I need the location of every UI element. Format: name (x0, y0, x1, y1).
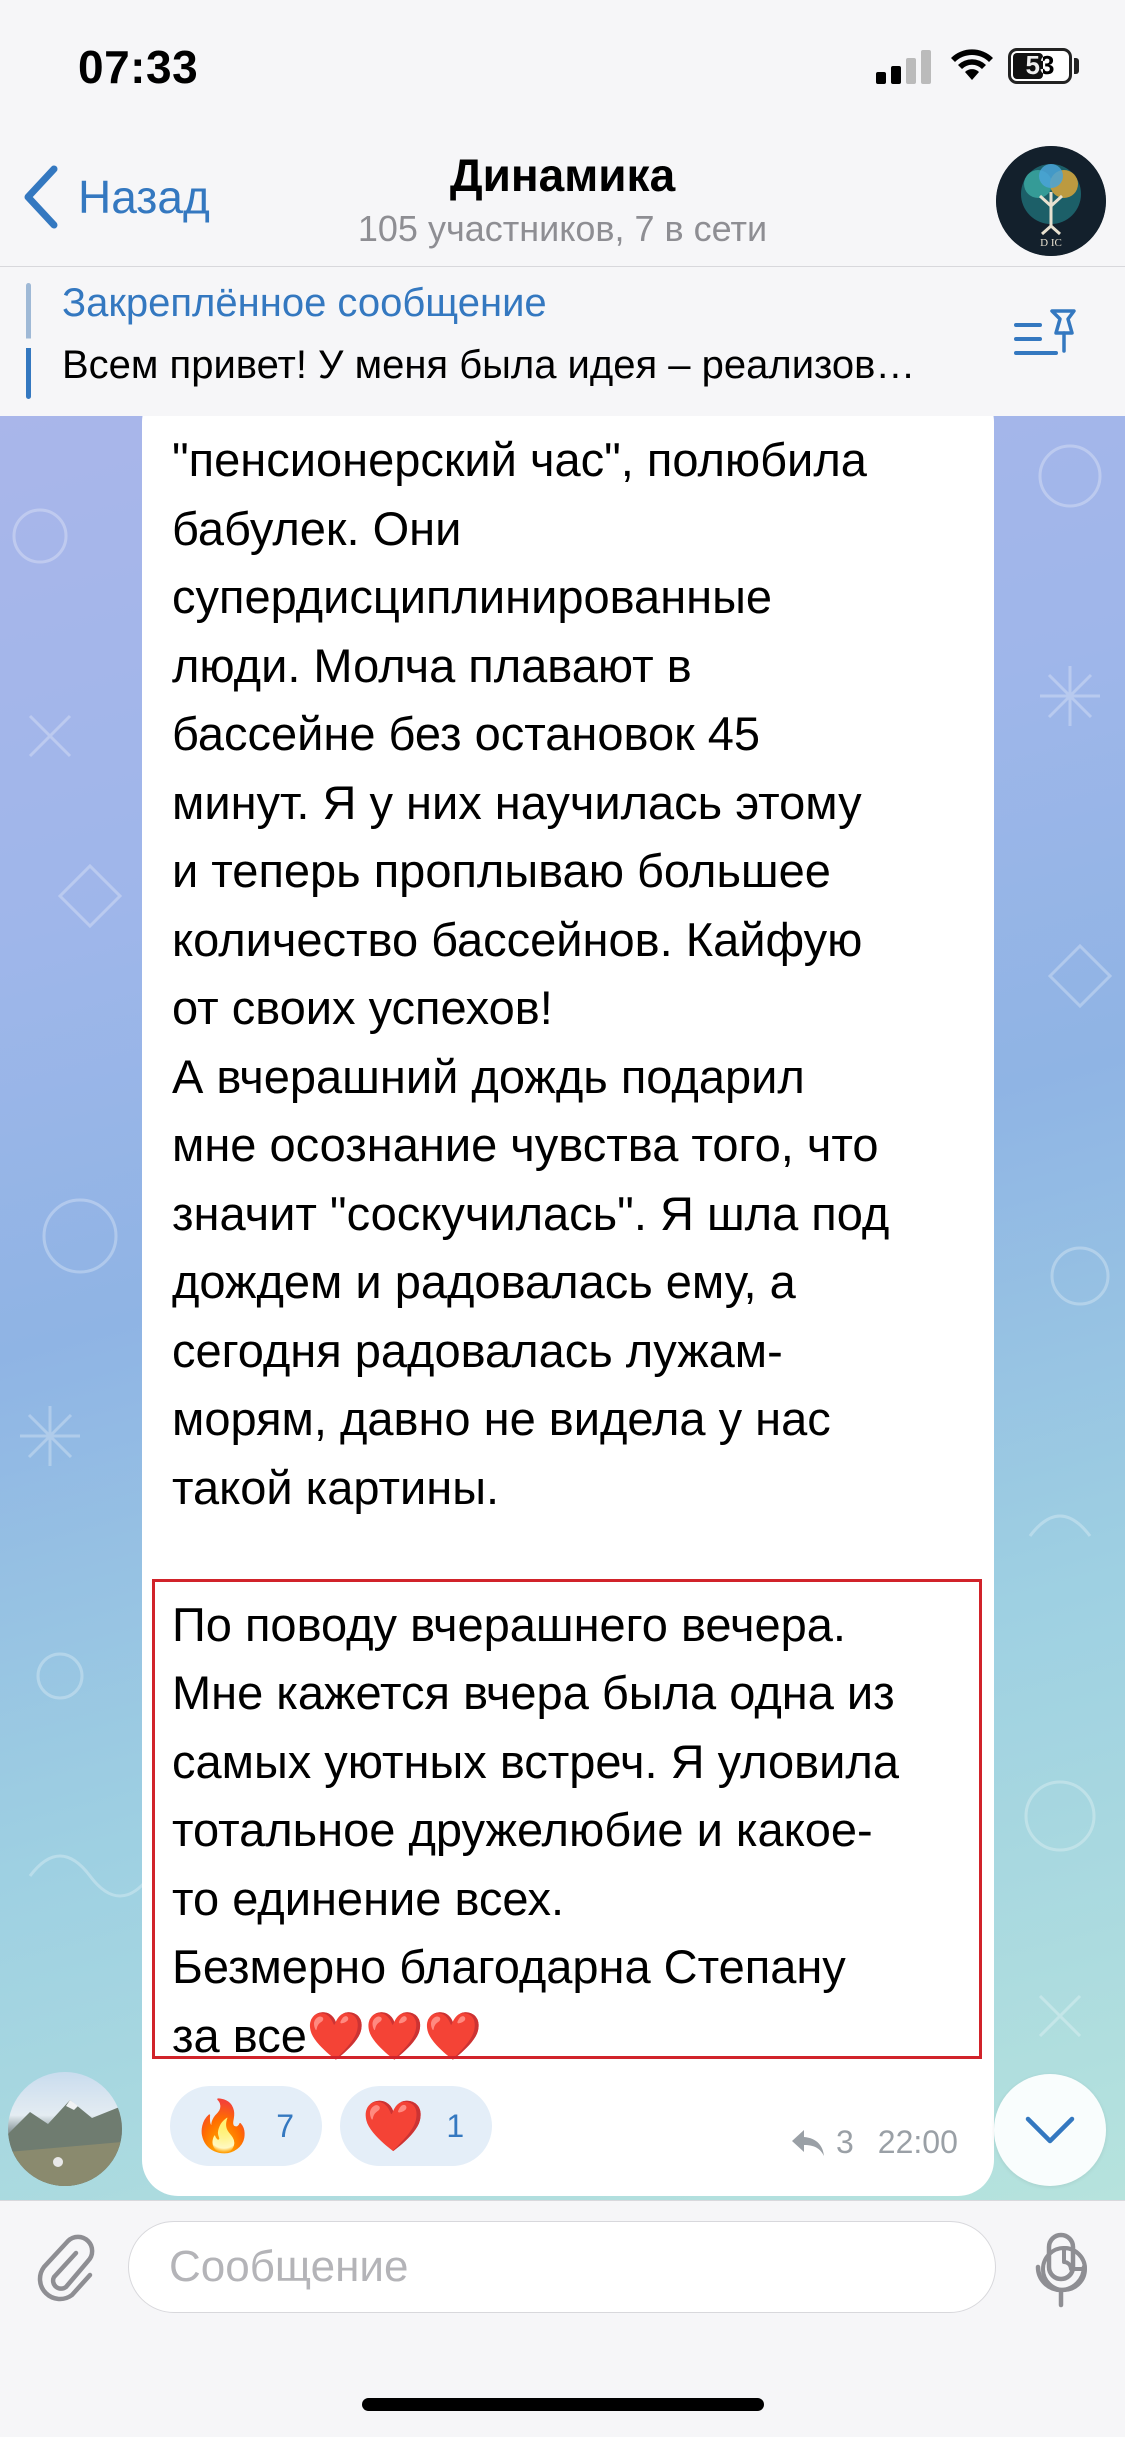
scroll-down-button[interactable] (994, 2074, 1106, 2186)
message-line: и теперь проплываю большее (172, 844, 831, 897)
sender-avatar[interactable] (8, 2072, 122, 2186)
chat-title: Динамика (449, 149, 676, 201)
message-line: количество бассейнов. Кайфую (172, 912, 863, 966)
message-line: от своих успехов! (172, 981, 553, 1034)
group-avatar-text: D IC (1040, 237, 1062, 249)
reply-count[interactable]: 3 (836, 2124, 854, 2160)
tree-logo-icon (996, 146, 1106, 256)
message-field[interactable] (128, 2221, 996, 2313)
status-time: 07:33 (78, 41, 199, 93)
message-line: за все❤️❤️❤️ (172, 2008, 483, 2062)
fire-icon: 🔥 (192, 2098, 255, 2154)
group-avatar[interactable] (996, 146, 1106, 256)
heart-icon: ❤️ (362, 2098, 425, 2154)
status-bar (0, 0, 1125, 140)
chat-header (0, 140, 1125, 266)
message-line: Безмерно благодарна Степану (172, 1940, 846, 1993)
reaction-count: 7 (276, 2107, 295, 2144)
reactions-row (170, 2086, 492, 2166)
chat-area[interactable] (0, 416, 1125, 2200)
reaction-fire[interactable] (170, 2086, 322, 2166)
pinned-message-bar[interactable] (0, 266, 1125, 418)
chevron-down-icon (1024, 2115, 1076, 2145)
microphone-icon[interactable] (1030, 2231, 1092, 2309)
pinned-list-icon[interactable] (1012, 307, 1080, 371)
message-line: дождем и радовалась ему, а (172, 1255, 796, 1308)
message-line: значит "соскучилась". Я шла под (172, 1186, 890, 1240)
pinned-text: Всем привет! У меня была идея – реализов… (62, 343, 916, 387)
wifi-icon (950, 46, 994, 82)
message-line: По поводу вчерашнего вечера. (172, 1597, 846, 1651)
message-meta (790, 2124, 958, 2161)
message-line: такой картины. (172, 1460, 500, 1514)
pinned-title: Закреплённое сообщение (62, 281, 547, 325)
home-indicator[interactable] (362, 2398, 764, 2411)
message-line: люди. Молча плавают в (172, 638, 692, 692)
message-line: бабулек. Они (172, 501, 462, 555)
pinned-indicator (26, 283, 31, 399)
message-line: то единение всех. (172, 1871, 565, 1925)
message-line: сегодня радовалась лужам- (172, 1323, 783, 1377)
battery-level: 53 (1025, 50, 1055, 80)
message-line: бассейне без остановок 45 (172, 707, 760, 760)
message-line: минут. Я у них научилась этому (172, 775, 862, 829)
chat-title-area[interactable] (0, 148, 1125, 250)
message-line: тотальное дружелюбие и какое- (172, 1803, 873, 1856)
message-line: Мне кажется вчера была одна из (172, 1666, 895, 1719)
back-label: Назад (78, 171, 210, 223)
message-input[interactable] (167, 2236, 891, 2298)
reaction-count: 1 (446, 2107, 465, 2144)
chat-subtitle: 105 участников, 7 в сети (357, 208, 768, 249)
message-line: супердисциплинированные (172, 570, 773, 623)
message-line: морям, давно не видела у нас (172, 1392, 831, 1445)
paperclip-icon[interactable] (32, 2231, 96, 2303)
message-line: мне осознание чувства того, что (172, 1118, 879, 1171)
reply-arrow-icon[interactable] (790, 2128, 826, 2158)
message-line: А вчерашний дождь подарил (172, 1049, 805, 1103)
battery-icon (1008, 48, 1072, 84)
highlight-annotation-box (152, 1579, 982, 2059)
mountain-photo-icon (8, 2072, 122, 2186)
reaction-heart[interactable] (340, 2086, 492, 2166)
cellular-signal-icon (876, 50, 936, 84)
battery-tip (1074, 58, 1079, 74)
message-time: 22:00 (877, 2124, 958, 2160)
message-line: самых уютных встреч. Я уловила (172, 1734, 899, 1788)
message-line: "пенсионерский час", полюбила (172, 433, 867, 486)
